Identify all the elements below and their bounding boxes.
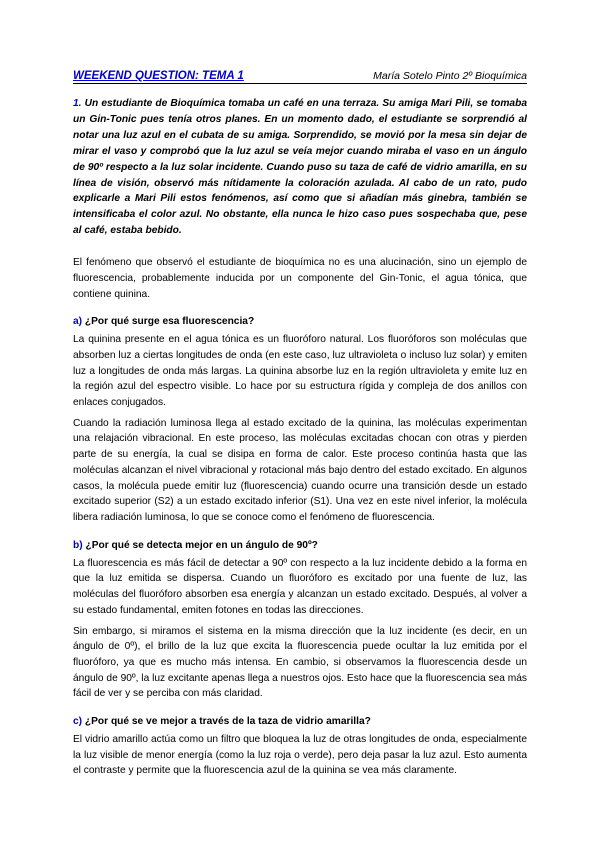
question-letter: b) (73, 539, 83, 551)
answer-b-paragraph-1: La fluorescencia es más fácil de detectar a 90º con respecto a la luz incidente debido a la forma en que la luz emitida se dispersa. Cuando un fluoróforo es excitado por una fuente de luz, las moléculas del fluoróforo absorben esa energía y alcanzan un estado excitado. Después, al volver a su estado fundamental, emiten fotones en todas las direcciones. (73, 557, 527, 616)
question-text: ¿Por qué surge esa fluorescencia? (84, 316, 255, 328)
question-text: ¿Por qué se ve mejor a través de la taza de vidrio amarilla? (84, 716, 371, 728)
question-c-heading (73, 716, 527, 727)
question-a-heading (73, 316, 527, 327)
question-text: ¿Por qué se detecta mejor en un ángulo de 90º? (85, 539, 318, 551)
problem-number: 1. (73, 98, 82, 109)
problem-statement (73, 96, 527, 239)
answer-a-paragraph-1: La quinina presente en el agua tónica es un fluoróforo natural. Los fluoróforos son moléculas que absorben luz a ciertas longitudes de onda (en este caso, luz ultravioleta o incluso luz solar) y emiten luz a longitudes de onda más largas. La quinina absorbe luz en la región ultravioleta y emite luz en la región azul del espectro visible. Lo hace por su estructura rígida y compleja de dos anillos con enlaces conjugados. (73, 334, 527, 409)
opening-paragraph: El fenómeno que observó el estudiante de bioquímica no es una alucinación, sino un ejemplo de fluorescencia, probablemente inducida por un componente del Gin-Tonic, el agua tónica, que contiene quinina. (73, 257, 527, 300)
problem-text: Un estudiante de Bioquímica tomaba un café en una terraza. Su amiga Mari Pili, se tomaba un Gin-Tonic pues tenía otros planes. En un momento dado, el estudiante se sorprendió al notar una luz azul en el cubata de su amiga. Sorprendido, se movió por la mesa sin dejar de mirar el vaso y comprobó que la luz azul se veía mejor cuando miraba el vaso en un ángulo de 90º respecto a la luz solar incidente. Cuando puso su taza de café de vidrio amarilla, en su línea de visión, observó más nítidamente la coloración azulada. Al cabo de un rato, pudo explicarle a Mari Pili estos fenómenos, así como que si añadían más ginebra, también se intensificaba el color azul. No obstante, ella nunca le hizo caso pues sospechaba que, pese al café, estaba bebido. (73, 98, 527, 237)
question-letter: a) (73, 316, 83, 328)
document-title: WEEKEND QUESTION: TEMA 1 (73, 70, 244, 82)
question-letter: c) (73, 716, 83, 728)
answer-b-paragraph-2: Sin embargo, si miramos el sistema en la misma dirección que la luz incidente (es decir, en un ángulo de 0º), el brillo de la luz que excita la fluorescencia puede ocultar la luz emitida por el fluoróforo, ya que es mucho más intensa. En cambio, si observamos la fluorescencia desde un ángulo de 90º, la luz excitante apenas llega a nuestros ojos. Esto hace que la fluorescencia sea más fácil de ver y se perciba con más claridad. (73, 625, 527, 700)
page-header (73, 70, 527, 84)
question-b-heading (73, 540, 527, 551)
answer-a-paragraph-2: Cuando la radiación luminosa llega al estado excitado de la quinina, las moléculas experimentan una relajación vibracional. En este proceso, las moléculas excitadas chocan con otras y pierden parte de su energía, la cual se disipa en forma de calor. Este proceso continúa hasta que las moléculas alcanzan el nivel vibracional y rotacional más bajo dentro del estado excitado. En algunos casos, la molécula puede emitir luz (fluorescencia) cuando ocurre una transición desde un estado excitado superior (S2) a un estado excitado inferior (S1). Una vez en este nivel inferior, la molécula libera radiación luminosa, lo que se conoce como el fenómeno de fluorescencia. (73, 417, 527, 523)
document-page (73, 70, 527, 779)
author-line: María Sotelo Pinto 2º Bioquímica (373, 70, 527, 82)
answer-c-paragraph-1: El vidrio amarillo actúa como un filtro que bloquea la luz de otras longitudes de onda, especialmente la luz visible de menor energía (como la luz roja o verde), pero deja pasar la luz azul. Esto aumenta el contraste y permite que la fluorescencia azul de la quinina se vea más claramente. (73, 734, 527, 777)
